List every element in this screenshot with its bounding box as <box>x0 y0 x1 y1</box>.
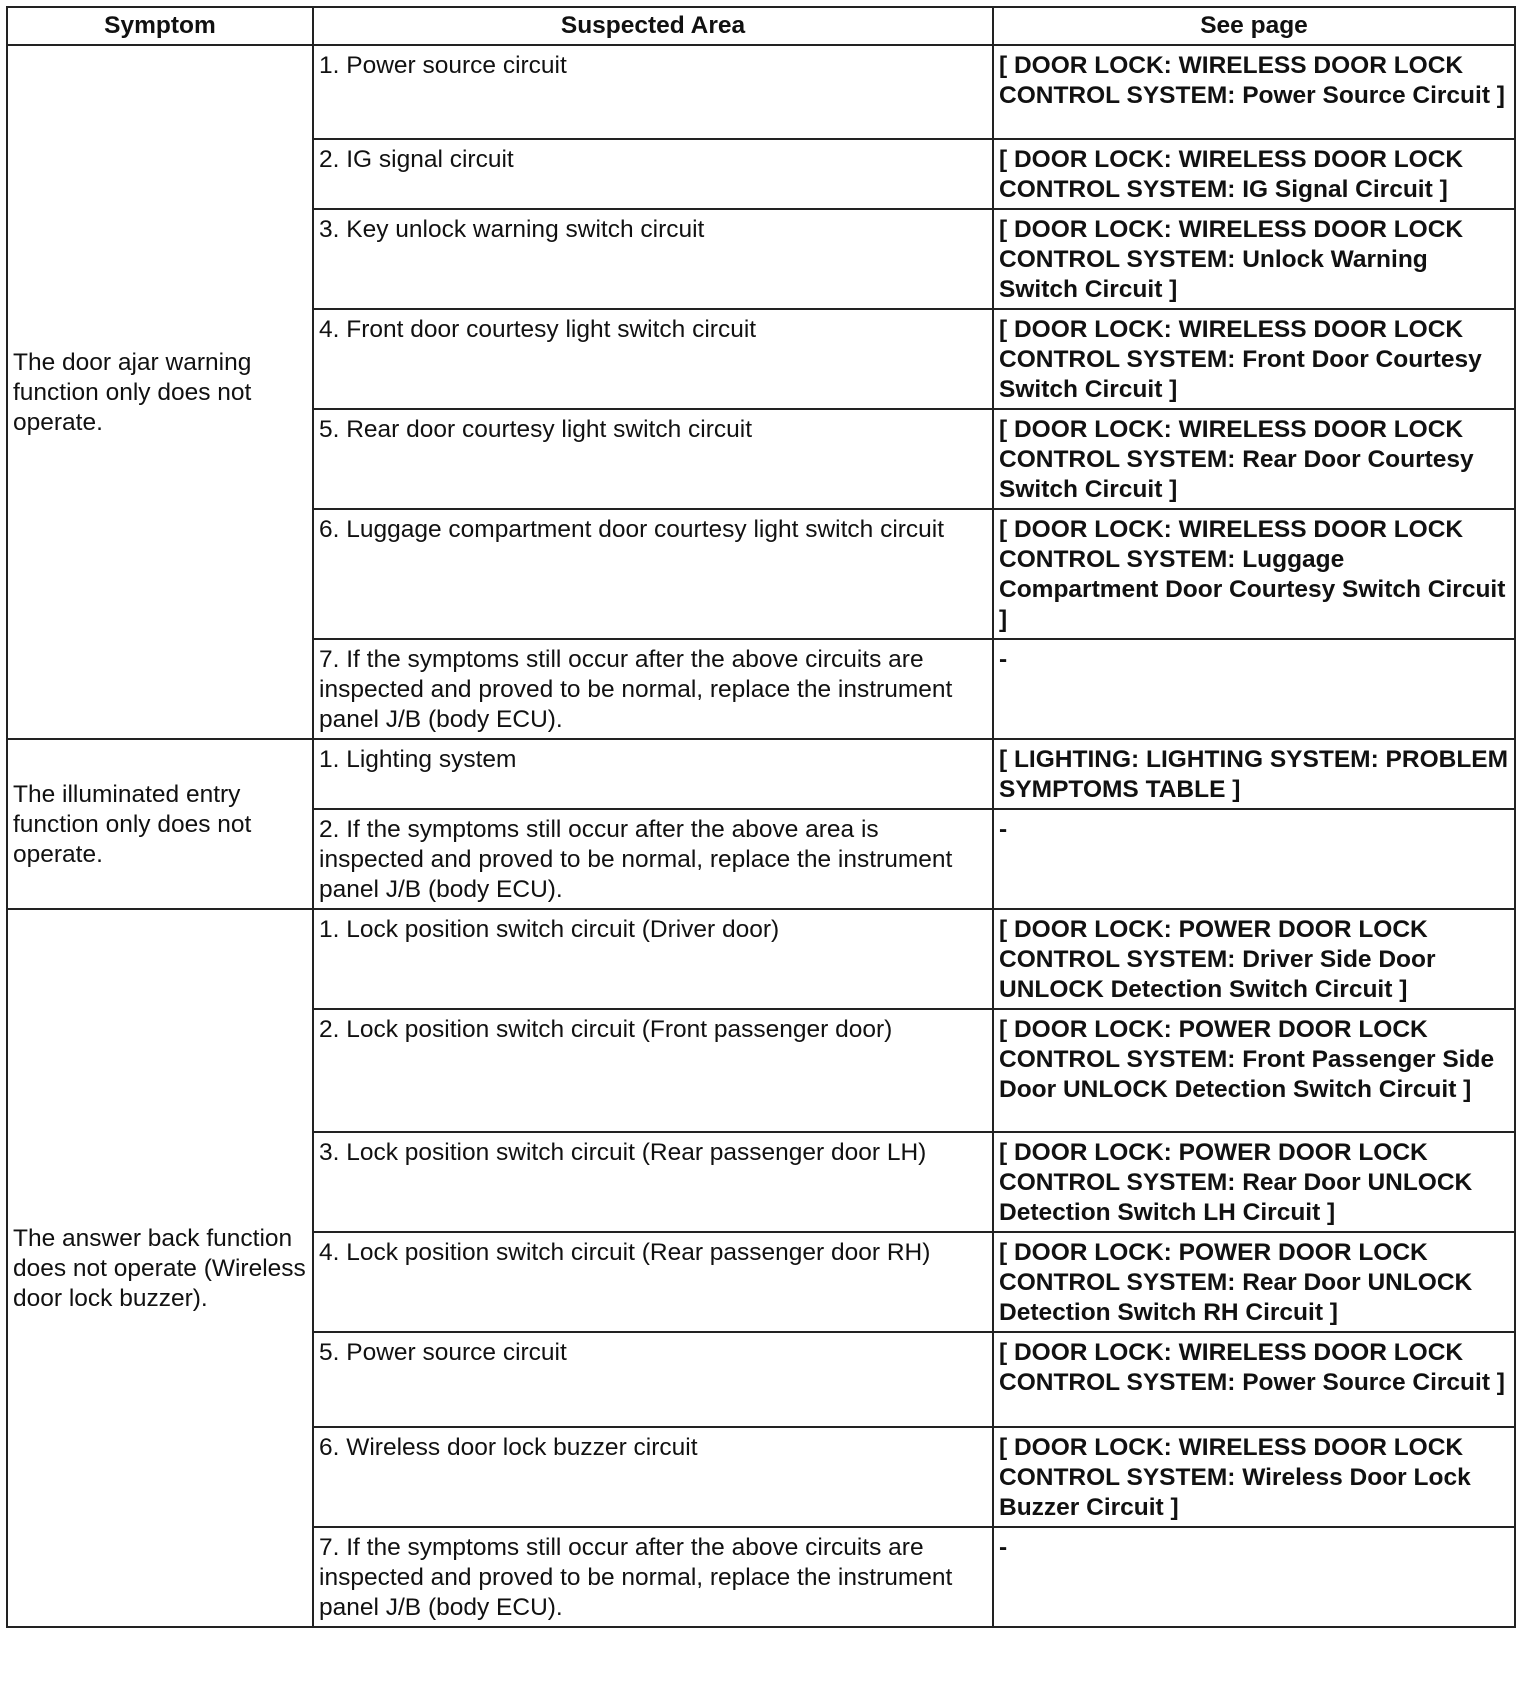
suspected-area-cell: 3. Key unlock warning switch circuit <box>313 209 993 309</box>
see-page-link[interactable]: [ DOOR LOCK: WIRELESS DOOR LOCK CONTROL SYSTEM: Wireless Door Lock Buzzer Circuit ] <box>993 1427 1515 1527</box>
problem-symptoms-table <box>6 6 1516 1628</box>
suspected-area-cell: 1. Power source circuit <box>313 45 993 139</box>
see-page-link[interactable]: [ DOOR LOCK: WIRELESS DOOR LOCK CONTROL SYSTEM: Luggage Compartment Door Courtesy Switch Circuit ] <box>993 509 1515 639</box>
symptom-cell: The door ajar warning function only does not operate. <box>7 45 313 739</box>
see-page-link[interactable]: [ DOOR LOCK: POWER DOOR LOCK CONTROL SYSTEM: Rear Door UNLOCK Detection Switch RH Circuit ] <box>993 1232 1515 1332</box>
table-row <box>7 909 1515 1009</box>
suspected-area-cell: 4. Front door courtesy light switch circuit <box>313 309 993 409</box>
header-row <box>7 7 1515 45</box>
see-page-link[interactable]: [ LIGHTING: LIGHTING SYSTEM: PROBLEM SYMPTOMS TABLE ] <box>993 739 1515 809</box>
see-page-link[interactable]: [ DOOR LOCK: WIRELESS DOOR LOCK CONTROL SYSTEM: Power Source Circuit ] <box>993 1332 1515 1427</box>
see-page-link[interactable]: [ DOOR LOCK: POWER DOOR LOCK CONTROL SYSTEM: Driver Side Door UNLOCK Detection Switch Circuit ] <box>993 909 1515 1009</box>
see-page-link[interactable]: [ DOOR LOCK: WIRELESS DOOR LOCK CONTROL SYSTEM: Power Source Circuit ] <box>993 45 1515 139</box>
header-suspected-area: Suspected Area <box>313 7 993 45</box>
suspected-area-cell: 1. Lighting system <box>313 739 993 809</box>
suspected-area-cell: 4. Lock position switch circuit (Rear passenger door RH) <box>313 1232 993 1332</box>
see-page-value: - <box>993 809 1515 909</box>
suspected-area-cell: 7. If the symptoms still occur after the above circuits are inspected and proved to be normal, replace the instrument panel J/B (body ECU). <box>313 639 993 739</box>
suspected-area-cell: 5. Rear door courtesy light switch circuit <box>313 409 993 509</box>
see-page-link[interactable]: [ DOOR LOCK: WIRELESS DOOR LOCK CONTROL SYSTEM: Rear Door Courtesy Switch Circuit ] <box>993 409 1515 509</box>
problem-symptoms-document <box>6 6 1514 1628</box>
suspected-area-cell: 6. Luggage compartment door courtesy light switch circuit <box>313 509 993 639</box>
see-page-link[interactable]: [ DOOR LOCK: WIRELESS DOOR LOCK CONTROL SYSTEM: Unlock Warning Switch Circuit ] <box>993 209 1515 309</box>
suspected-area-cell: 2. IG signal circuit <box>313 139 993 209</box>
suspected-area-cell: 3. Lock position switch circuit (Rear passenger door LH) <box>313 1132 993 1232</box>
symptom-cell: The answer back function does not operate (Wireless door lock buzzer). <box>7 909 313 1627</box>
header-symptom: Symptom <box>7 7 313 45</box>
symptom-cell: The illuminated entry function only does not operate. <box>7 739 313 909</box>
see-page-link[interactable]: [ DOOR LOCK: WIRELESS DOOR LOCK CONTROL SYSTEM: Front Door Courtesy Switch Circuit ] <box>993 309 1515 409</box>
suspected-area-cell: 5. Power source circuit <box>313 1332 993 1427</box>
table-row <box>7 739 1515 809</box>
see-page-link[interactable]: [ DOOR LOCK: POWER DOOR LOCK CONTROL SYSTEM: Front Passenger Side Door UNLOCK Detection Switch Circuit ] <box>993 1009 1515 1132</box>
table-row <box>7 45 1515 139</box>
suspected-area-cell: 2. Lock position switch circuit (Front passenger door) <box>313 1009 993 1132</box>
suspected-area-cell: 7. If the symptoms still occur after the above circuits are inspected and proved to be normal, replace the instrument panel J/B (body ECU). <box>313 1527 993 1627</box>
suspected-area-cell: 1. Lock position switch circuit (Driver door) <box>313 909 993 1009</box>
header-see-page: See page <box>993 7 1515 45</box>
see-page-link[interactable]: [ DOOR LOCK: POWER DOOR LOCK CONTROL SYSTEM: Rear Door UNLOCK Detection Switch LH Circuit ] <box>993 1132 1515 1232</box>
see-page-link[interactable]: [ DOOR LOCK: WIRELESS DOOR LOCK CONTROL SYSTEM: IG Signal Circuit ] <box>993 139 1515 209</box>
see-page-value: - <box>993 1527 1515 1627</box>
see-page-value: - <box>993 639 1515 739</box>
suspected-area-cell: 2. If the symptoms still occur after the above area is inspected and proved to be normal, replace the instrument panel J/B (body ECU). <box>313 809 993 909</box>
suspected-area-cell: 6. Wireless door lock buzzer circuit <box>313 1427 993 1527</box>
